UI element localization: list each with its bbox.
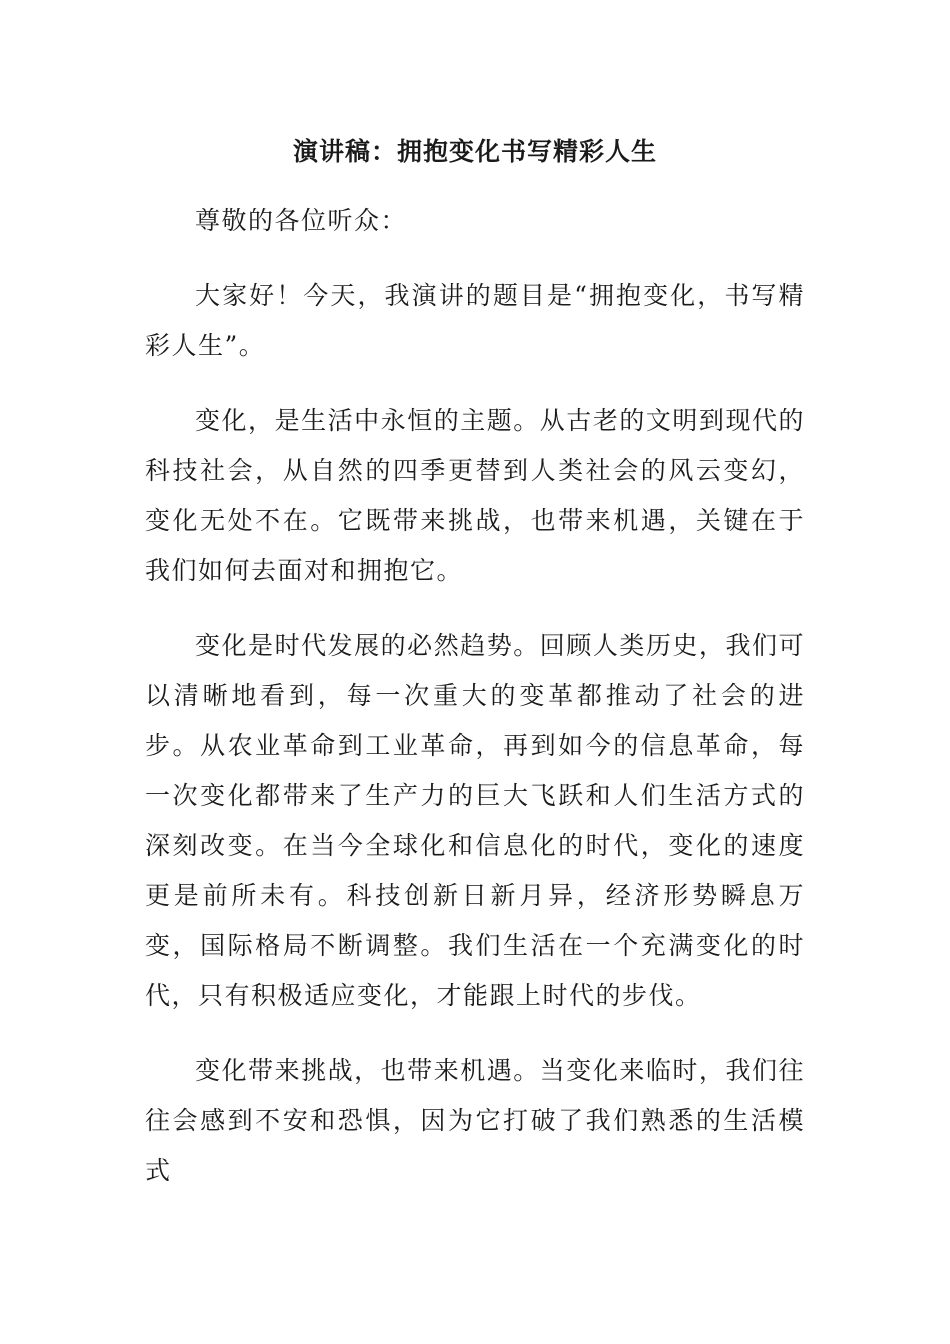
document-body [145,196,805,1221]
body-paragraph: 变化带来挑战，也带来机遇。当变化来临时，我们往往会感到不安和恐惧，因为它打破了我们熟悉的生活模式 [145,1056,805,1185]
document-title: 演讲稿：拥抱变化书写精彩人生 [292,137,657,166]
greeting-paragraph: 大家好！今天，我演讲的题目是“拥抱变化，书写精彩人生”。 [145,281,805,360]
salutation-paragraph: 尊敬的各位听众： [195,206,408,235]
body-paragraph: 变化，是生活中永恒的主题。从古老的文明到现代的科技社会，从自然的四季更替到人类社会的风云变幻，变化无处不在。它既带来挑战，也带来机遇，关键在于我们如何去面对和拥抱它。 [145,406,805,585]
body-paragraph: 变化是时代发展的必然趋势。回顾人类历史，我们可以清晰地看到，每一次重大的变革都推动了社会的进步。从农业革命到工业革命，再到如今的信息革命，每一次变化都带来了生产力的巨大飞跃和人们生活方式的深刻改变。在当今全球化和信息化的时代，变化的速度更是前所未有。科技创新日新月异，经济形势瞬息万变，国际格局不断调整。我们生活在一个充满变化的时代，只有积极适应变化，才能跟上时代的步伐。 [145,631,805,1010]
